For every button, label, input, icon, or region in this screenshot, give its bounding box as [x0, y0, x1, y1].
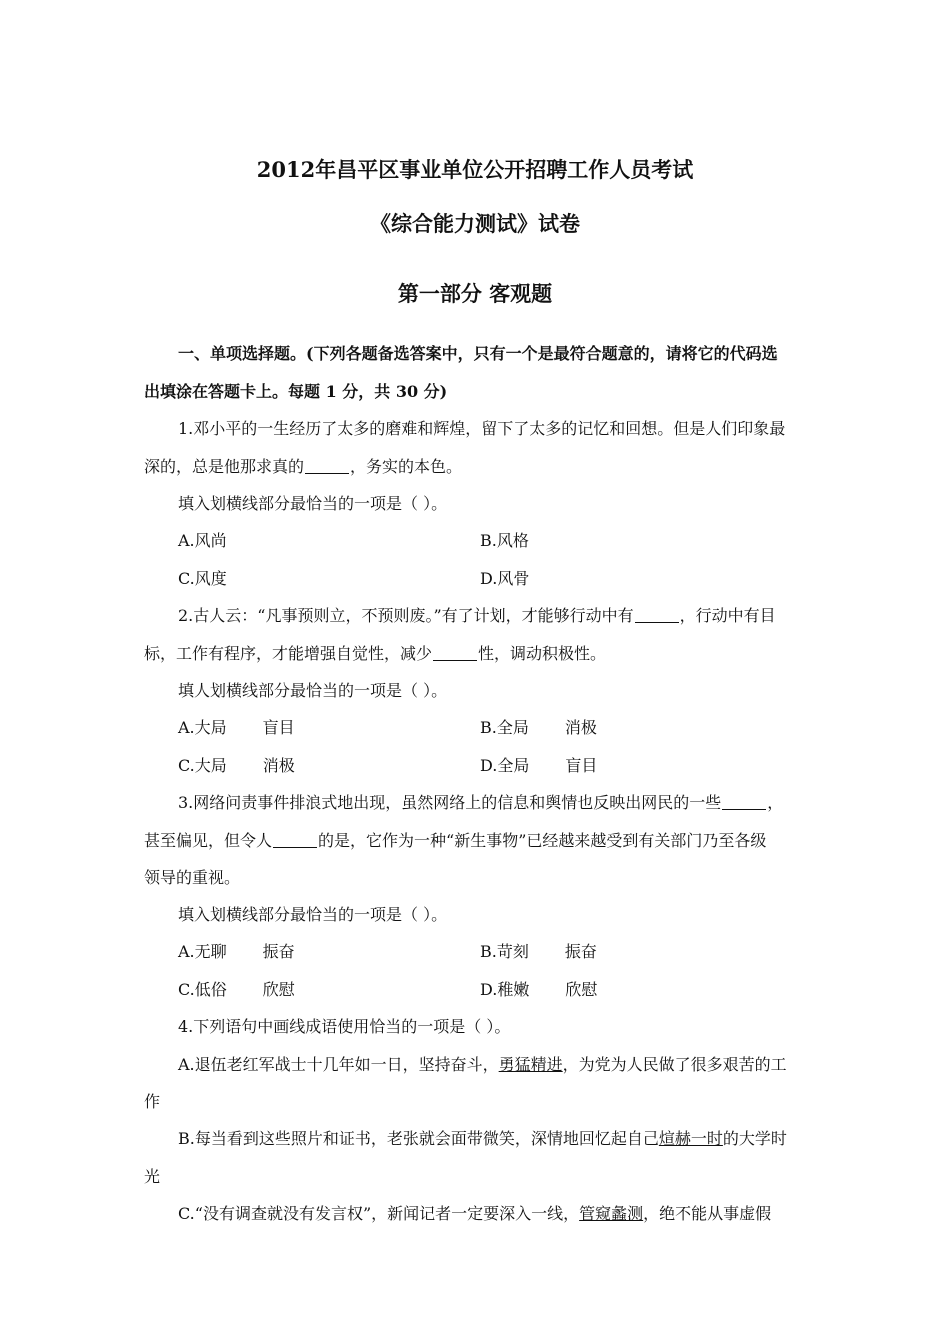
q1-text: 深的，总是他那求真的	[144, 457, 305, 476]
q3-option-a	[178, 940, 295, 964]
q2-option-a	[178, 716, 295, 740]
q1-text: ，务实的本色。	[350, 457, 463, 476]
q4-option-b-line2: 光	[144, 1167, 161, 1186]
q4-text: A.退伍老红军战士十几年如一日，坚持奋斗，	[178, 1055, 499, 1074]
q4-text: 的大学时	[722, 1129, 787, 1148]
q2-option-d-word2: 盲目	[565, 756, 598, 775]
answer-blank	[273, 831, 317, 848]
q4-option-c-line1	[178, 1202, 842, 1226]
q1-prompt: 填入划横线部分最恰当的一项是（ ）。	[178, 494, 448, 513]
q2-option-d	[480, 754, 597, 778]
q3-option-b-word2: 振奋	[564, 942, 597, 961]
underlined-idiom: 煊赫一时	[658, 1129, 723, 1148]
q3-prompt: 填入划横线部分最恰当的一项是（ ）。	[178, 905, 448, 924]
q1-option-d: D.风骨	[480, 569, 530, 588]
q1-option-b: B.风格	[480, 531, 529, 550]
q2-option-c-word2: 消极	[262, 756, 295, 775]
q2-text: ，行动中有目	[679, 606, 776, 625]
q2-prompt: 填人划横线部分最恰当的一项是（ ）。	[178, 681, 448, 700]
q4-text: ，为党为人民做了很多艰苦的工	[562, 1055, 787, 1074]
q3-option-a-word2: 振奋	[262, 942, 295, 961]
answer-blank	[305, 457, 349, 474]
q3-option-c	[178, 978, 295, 1002]
q3-text: 3.网络问责事件排浪式地出现，虽然网络上的信息和舆情也反映出网民的一些	[178, 793, 722, 812]
q2-option-b-word1: B.全局	[480, 718, 529, 737]
q1-option-c: C.风度	[178, 569, 227, 588]
exam-title: 2012年昌平区事业单位公开招聘工作人员考试	[256, 157, 694, 182]
q3-option-d-word1: D.稚嫩	[480, 980, 530, 999]
q4-option-a-line1	[178, 1053, 842, 1077]
answer-blank	[433, 644, 477, 661]
q2-option-c	[178, 754, 295, 778]
q3-stem-line2	[144, 829, 808, 853]
q3-text: ，	[767, 793, 784, 812]
q2-stem-line2	[144, 642, 808, 666]
q3-option-b-word1: B.苛刻	[480, 942, 529, 961]
section-instruction-line2: 出填涂在答题卡上。每题 1 分，共 30 分)	[144, 382, 448, 401]
q2-text: 标，工作有程序，才能增强自觉性，减少	[144, 644, 433, 663]
section-instruction-line1: 一、单项选择题。(下列各题备选答案中，只有一个是最符合题意的，请将它的代码选	[178, 344, 778, 363]
q4-option-a-line2: 作	[144, 1092, 161, 1111]
q2-option-c-word1: C.大局	[178, 756, 227, 775]
q3-option-d-word2: 欣慰	[565, 980, 598, 999]
answer-blank	[635, 606, 679, 623]
q1-stem-line1: 1.邓小平的一生经历了太多的磨难和辉煌，留下了太多的记忆和回想。但是人们印象最	[178, 419, 786, 438]
q3-text: 甚至偏见，但令人	[144, 831, 273, 850]
q3-option-c-word1: C.低俗	[178, 980, 227, 999]
q3-option-d	[480, 978, 597, 1002]
q4-text: B.每当看到这些照片和证书，老张就会面带微笑，深情地回忆起自己	[178, 1129, 659, 1148]
underlined-idiom: 勇猛精进	[498, 1055, 563, 1074]
underlined-idiom: 管窥蠡测	[579, 1204, 644, 1223]
q4-option-b-line1	[178, 1127, 842, 1151]
q2-option-b	[480, 716, 597, 740]
answer-blank	[722, 793, 766, 810]
q4-stem: 4.下列语句中画线成语使用恰当的一项是（ ）。	[178, 1017, 511, 1036]
q2-option-a-word1: A.大局	[178, 718, 227, 737]
q3-text: 的是，它作为一种“新生事物”已经越来越受到有关部门乃至各级	[318, 831, 767, 850]
q3-stem-line3: 领导的重视。	[144, 868, 241, 887]
q2-option-a-word2: 盲目	[262, 718, 295, 737]
q3-option-b	[480, 940, 597, 964]
q2-stem-line1	[178, 604, 842, 628]
q1-stem-line2	[144, 455, 808, 479]
q2-option-b-word2: 消极	[564, 718, 597, 737]
q2-option-d-word1: D.全局	[480, 756, 530, 775]
q3-option-c-word2: 欣慰	[262, 980, 295, 999]
part-title: 第一部分 客观题	[397, 281, 553, 306]
q3-stem-line1	[178, 791, 842, 815]
q2-text: 2.古人云：“凡事预则立，不预则废。”有了计划，才能够行动中有	[178, 606, 634, 625]
q4-text: ，绝不能从事虚假	[643, 1204, 772, 1223]
q1-option-a: A.风尚	[178, 531, 227, 550]
q2-text: 性，调动积极性。	[478, 644, 607, 663]
q3-option-a-word1: A.无聊	[178, 942, 227, 961]
exam-subtitle: 《综合能力测试》试卷	[370, 211, 580, 236]
q4-text: C.“没有调查就没有发言权”，新闻记者一定要深入一线，	[178, 1204, 580, 1223]
